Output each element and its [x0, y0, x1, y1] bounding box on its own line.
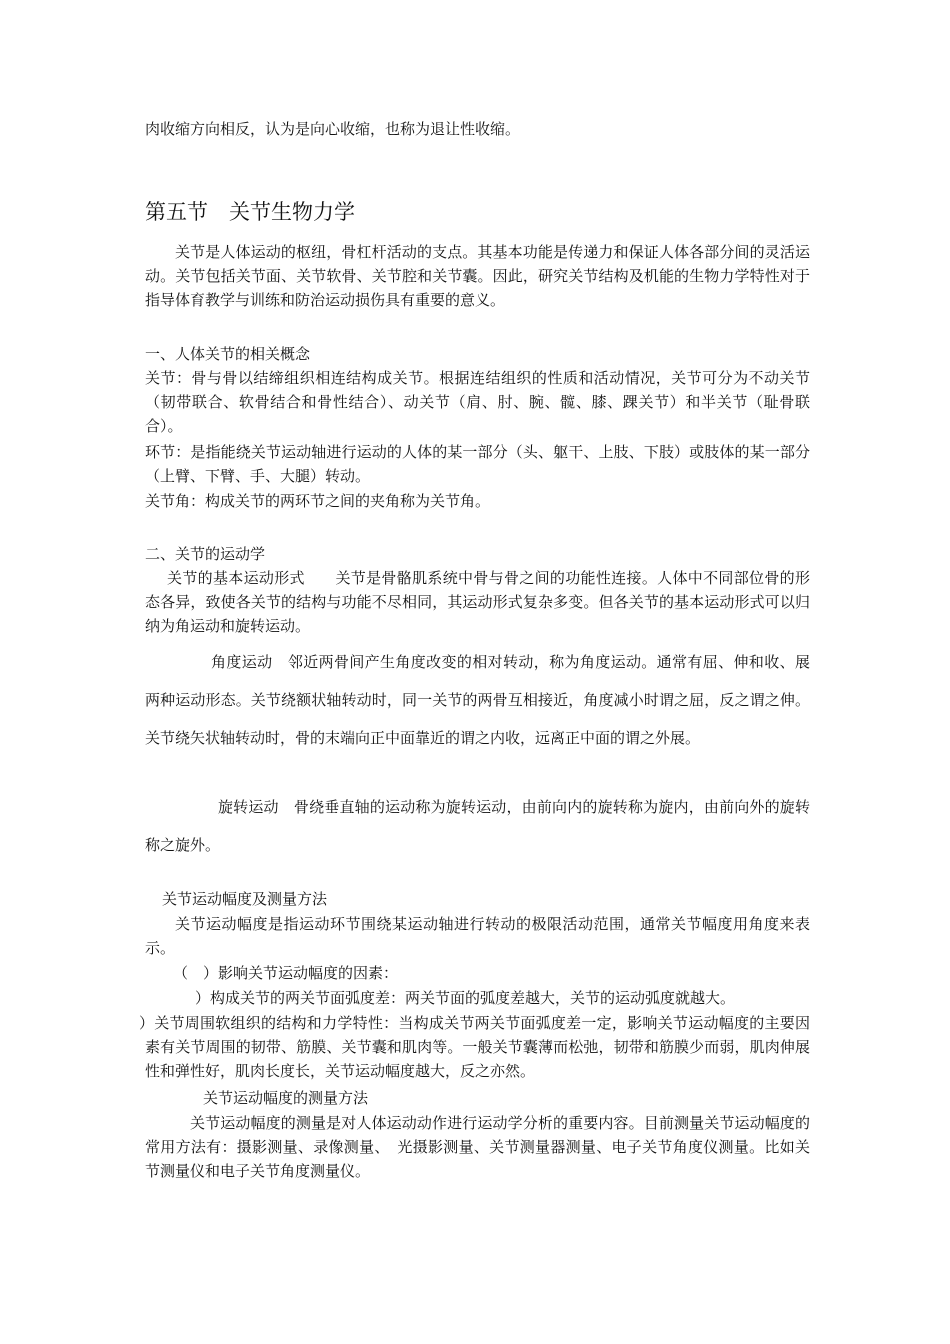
factor-two: ）关节周围软组织的结构和力学特性：当构成关节两关节面弧度差一定，影响关节运动幅度的主要因素有关节周围的韧带、筋膜、关节囊和肌肉等。一般关节囊薄而松弛，韧带和筋膜少而弱，肌肉伸展性和弹性好，肌肉长度长，关节运动幅度越大，反之亦然。 [139, 1014, 810, 1080]
section-title: 第五节 关节生物力学 [145, 200, 355, 224]
measure-title: 关节运动幅度的测量方法 [203, 1089, 369, 1107]
rom-title: 关节运动幅度及测量方法 [162, 890, 328, 908]
joint-angle-definition: 关节角：构成关节的两环节之间的夹角称为关节角。 [145, 492, 491, 510]
rotation-paragraph: 旋转运动 骨绕垂直轴的运动称为旋转运动，由前向内的旋转称为旋内，由前向外的旋转称之旋外。 [145, 798, 810, 854]
segment-definition: 环节：是指能绕关节运动轴进行运动的人体的某一部分（头、躯干、上肢、下肢）或肢体的某一部分（上臂、下臂、手、大腿）转动。 [145, 443, 810, 485]
rom-definition: 关节运动幅度是指运动环节围绕某运动轴进行转动的极限活动范围，通常关节幅度用角度来表示。 [145, 915, 810, 957]
subheading-kinematics: 二、关节的运动学 [145, 545, 266, 563]
paragraph-continuation: 肉收缩方向相反，认为是向心收缩，也称为退让性收缩。 [145, 120, 521, 138]
intro-paragraph: 关节是人体运动的枢纽，骨杠杆活动的支点。其基本功能是传递力和保证人体各部分间的灵活运动。关节包括关节面、关节软骨、关节腔和关节囊。因此，研究关节结构及机能的生物力学特性对于指导体育教学与训练和防治运动损伤具有重要的意义。 [145, 243, 810, 309]
factors-heading: （ ）影响关节运动幅度的因素： [173, 964, 399, 982]
basic-forms-paragraph: 关节的基本运动形式 关节是骨骼肌系统中骨与骨之间的功能性连接。人体中不同部位骨的形态各异，致使各关节的结构与功能不尽相同，其运动形式复杂多变。但各关节的基本运动形式可以归纳为角运动和旋转运动。 [145, 569, 810, 635]
subheading-concepts: 一、人体关节的相关概念 [145, 345, 311, 363]
factor-one: ）构成关节的两关节面弧度差：两关节面的弧度差越大，关节的运动弧度就越大。 [195, 989, 736, 1007]
measure-paragraph: 关节运动幅度的测量是对人体运动动作进行运动学分析的重要内容。目前测量关节运动幅度的常用方法有：摄影测量、录像测量、 光摄影测量、关节测量器测量、电子关节角度仪测量。比如关节测量仪和电子关节角度测量仪。 [145, 1114, 810, 1180]
angular-motion-paragraph: 角度运动 邻近两骨间产生角度改变的相对转动，称为角度运动。通常有屈、伸和收、展两种运动形态。关节绕额状轴转动时，同一关节的两骨互相接近，角度减小时谓之屈，反之谓之伸。关节绕矢状轴转动时，骨的末端向正中面靠近的谓之内收，远离正中面的谓之外展。 [145, 653, 810, 747]
joint-definition: 关节：骨与骨以结缔组织相连结构成关节。根据连结组织的性质和活动情况，关节可分为不动关节（韧带联合、软骨结合和骨性结合）、动关节（肩、肘、腕、髋、膝、踝关节）和半关节（耻骨联合）。 [145, 369, 810, 435]
